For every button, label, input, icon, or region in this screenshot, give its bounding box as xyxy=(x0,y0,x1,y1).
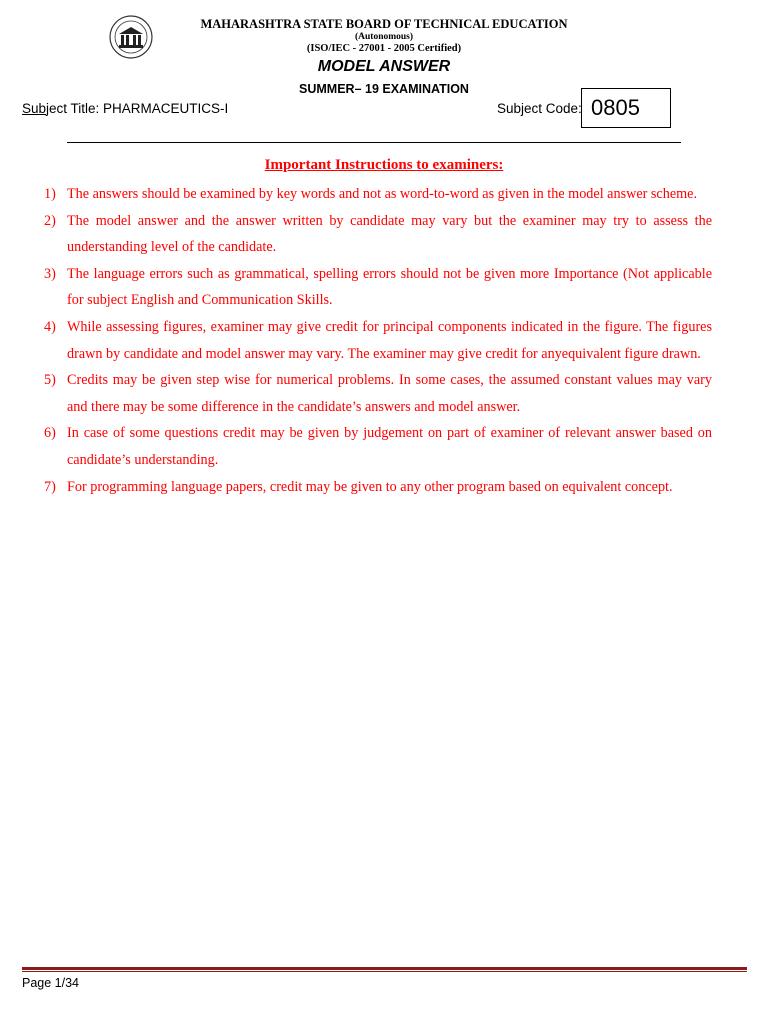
instruction-text: The answers should be examined by key words and not as word-to-word as given in the model answer scheme. xyxy=(67,186,697,202)
header-divider xyxy=(67,142,681,143)
instruction-text: The model answer and the answer written by candidate may vary but the examiner may try to assess the understanding level of the candidate. xyxy=(67,212,712,256)
instructions-heading: Important Instructions to examiners: xyxy=(264,157,504,173)
instruction-text: Credits may be given step wise for numerical problems. In some cases, the assumed constant values may vary and there may be some difference in the candidate’s answers and model answer. xyxy=(67,372,712,415)
instruction-number: 7) xyxy=(44,478,56,495)
instruction-number: 6) xyxy=(44,425,56,442)
subject-title-prefix: Sub xyxy=(22,101,47,116)
footer-divider xyxy=(22,967,747,970)
instruction-text: In case of some questions credit may be given by judgement on part of examiner of relevant answer based on candidate’s understanding. xyxy=(67,425,712,468)
instructions-list xyxy=(44,181,712,500)
instruction-item xyxy=(44,261,712,314)
instruction-item xyxy=(44,208,712,261)
instruction-item xyxy=(44,474,712,501)
board-name: MAHARASHTRA STATE BOARD OF TECHNICAL EDUCATION xyxy=(200,17,568,31)
instruction-number: 5) xyxy=(44,372,56,389)
autonomous-label: (Autonomous) xyxy=(354,32,414,42)
subject-code-label: Subject Code: xyxy=(497,101,582,116)
instruction-item xyxy=(44,420,712,473)
instruction-item xyxy=(44,367,712,420)
instruction-number: 1) xyxy=(44,186,56,202)
certification-label: (ISO/IEC - 27001 - 2005 Certified) xyxy=(306,43,462,54)
subject-title xyxy=(22,101,228,116)
instruction-number: 4) xyxy=(44,318,56,335)
instruction-number: 2) xyxy=(44,212,56,229)
instruction-text: While assessing figures, examiner may give credit for principal components indicated in the figure. The figures drawn by candidate and model answer may vary. The examiner may give credit for anyequivalent figure drawn. xyxy=(67,318,712,362)
examination-label: SUMMER– 19 EXAMINATION xyxy=(299,82,469,96)
subject-code-box: 0805 xyxy=(581,88,671,128)
instruction-item xyxy=(44,314,712,367)
footer-divider-thin xyxy=(22,971,747,972)
document-type: MODEL ANSWER xyxy=(317,58,451,75)
instruction-item xyxy=(44,181,712,208)
page-number: Page 1/34 xyxy=(22,976,79,990)
subject-title-text: ject Title: PHARMACEUTICS-I xyxy=(46,101,229,116)
instruction-number: 3) xyxy=(44,265,56,282)
instruction-text: The language errors such as grammatical, spelling errors should not be given more Importance (Not applicable for subject English and Communication Skills. xyxy=(67,265,712,309)
instruction-text: For programming language papers, credit may be given to any other program based on equivalent concept. xyxy=(67,478,673,495)
